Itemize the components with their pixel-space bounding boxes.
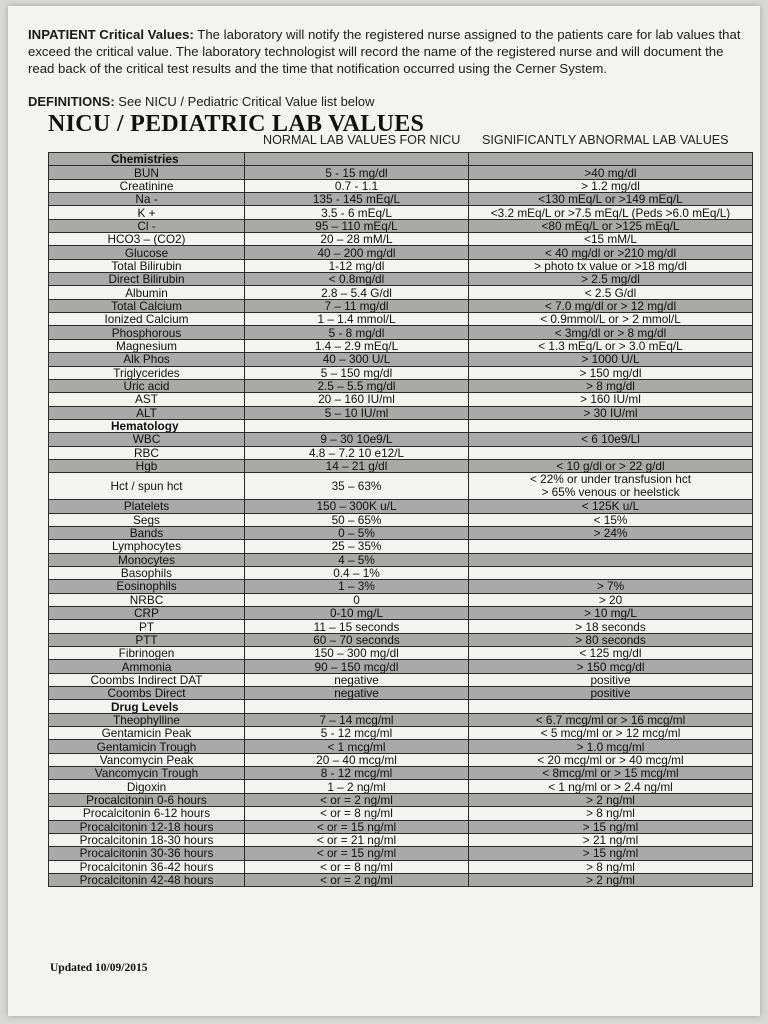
normal-value: 5 - 8 mg/dl — [245, 326, 469, 339]
lab-values-body — [49, 153, 753, 887]
normal-value: 1 – 2 ng/ml — [245, 780, 469, 793]
abnormal-value — [469, 473, 753, 500]
test-name: Vancomycin Peak — [49, 753, 245, 766]
test-name: Segs — [49, 513, 245, 526]
abnormal-value: < 40 mg/dl or >210 mg/dl — [469, 246, 753, 259]
test-name: Fibrinogen — [49, 647, 245, 660]
table-row — [49, 339, 753, 352]
test-name: Theophylline — [49, 713, 245, 726]
table-row — [49, 259, 753, 272]
table-row — [49, 326, 753, 339]
test-name: Procalcitonin 18-30 hours — [49, 833, 245, 846]
test-name: Coombs Indirect DAT — [49, 673, 245, 686]
abnormal-value: positive — [469, 687, 753, 700]
normal-value: < or = 15 ng/ml — [245, 820, 469, 833]
normal-value — [245, 153, 469, 166]
test-name: K + — [49, 206, 245, 219]
normal-value: 40 – 300 U/L — [245, 353, 469, 366]
test-name: Procalcitonin 6-12 hours — [49, 807, 245, 820]
table-row — [49, 473, 753, 500]
section-header-row — [49, 700, 753, 713]
test-name: Procalcitonin 30-36 hours — [49, 847, 245, 860]
table-row — [49, 459, 753, 472]
abnormal-value: > 24% — [469, 526, 753, 539]
abnormal-value: > 8 ng/ml — [469, 860, 753, 873]
normal-value: 25 – 35% — [245, 540, 469, 553]
test-name: Vancomycin Trough — [49, 767, 245, 780]
section-name: Drug Levels — [49, 700, 245, 713]
test-name: Cl - — [49, 219, 245, 232]
test-name: Eosinophils — [49, 580, 245, 593]
test-name: BUN — [49, 166, 245, 179]
table-row — [49, 219, 753, 232]
table-row — [49, 713, 753, 726]
normal-value: 14 – 21 g/dl — [245, 459, 469, 472]
table-row — [49, 727, 753, 740]
normal-value: < or = 8 ng/ml — [245, 807, 469, 820]
abnormal-value — [469, 446, 753, 459]
normal-value: < or = 2 ng/ml — [245, 873, 469, 886]
test-name: Total Bilirubin — [49, 259, 245, 272]
test-name: Procalcitonin 12-18 hours — [49, 820, 245, 833]
normal-value: 1 – 1.4 mmol/L — [245, 313, 469, 326]
abnormal-value: < 2.5 G/dl — [469, 286, 753, 299]
table-row — [49, 633, 753, 646]
test-name: Albumin — [49, 286, 245, 299]
abnormal-value: < 8mcg/ml or > 15 mcg/ml — [469, 767, 753, 780]
normal-value: 60 – 70 seconds — [245, 633, 469, 646]
table-row — [49, 299, 753, 312]
normal-value: < or = 2 ng/ml — [245, 793, 469, 806]
normal-value: 4.8 – 7.2 10 e12/L — [245, 446, 469, 459]
abnormal-value: > 8 ng/ml — [469, 807, 753, 820]
normal-value: 5 - 12 mcg/ml — [245, 727, 469, 740]
test-name: Basophils — [49, 566, 245, 579]
test-name: Lymphocytes — [49, 540, 245, 553]
table-row — [49, 379, 753, 392]
test-name: Coombs Direct — [49, 687, 245, 700]
abnormal-value: positive — [469, 673, 753, 686]
table-row — [49, 740, 753, 753]
normal-value: < or = 8 ng/ml — [245, 860, 469, 873]
test-name: Gentamicin Trough — [49, 740, 245, 753]
abnormal-value: > 30 IU/ml — [469, 406, 753, 419]
normal-value: 150 – 300 mg/dl — [245, 647, 469, 660]
table-row — [49, 433, 753, 446]
normal-value: 20 – 160 IU/ml — [245, 393, 469, 406]
test-name: Hct / spun hct — [49, 473, 245, 500]
section-name: Chemistries — [49, 153, 245, 166]
table-row — [49, 647, 753, 660]
table-row — [49, 246, 753, 259]
normal-value: < or = 15 ng/ml — [245, 847, 469, 860]
table-row — [49, 500, 753, 513]
normal-value: < 1 mcg/ml — [245, 740, 469, 753]
table-row — [49, 687, 753, 700]
normal-value — [245, 700, 469, 713]
abnormal-value: > 1.0 mcg/ml — [469, 740, 753, 753]
test-name: Monocytes — [49, 553, 245, 566]
test-name: Uric acid — [49, 379, 245, 392]
table-row — [49, 193, 753, 206]
table-row — [49, 847, 753, 860]
table-row — [49, 607, 753, 620]
abnormal-value: < 20 mcg/ml or > 40 mcg/ml — [469, 753, 753, 766]
abnormal-value — [469, 540, 753, 553]
abnormal-value: > 7% — [469, 580, 753, 593]
abnormal-value: < 1 ng/ml or > 2.4 ng/ml — [469, 780, 753, 793]
normal-value: 4 – 5% — [245, 553, 469, 566]
table-row — [49, 673, 753, 686]
test-name: PTT — [49, 633, 245, 646]
section-name: Hematology — [49, 419, 245, 432]
normal-value: 0.7 - 1.1 — [245, 179, 469, 192]
test-name: Magnesium — [49, 339, 245, 352]
table-row — [49, 660, 753, 673]
abnormal-value: > photo tx value or >18 mg/dl — [469, 259, 753, 272]
table-row — [49, 540, 753, 553]
normal-value: 7 – 11 mg/dl — [245, 299, 469, 312]
section-header-row — [49, 153, 753, 166]
abnormal-value: <3.2 mEq/L or >7.5 mEq/L (Peds >6.0 mEq/L) — [469, 206, 753, 219]
table-row — [49, 566, 753, 579]
abnormal-value: < 1.3 mEq/L or > 3.0 mEq/L — [469, 339, 753, 352]
normal-value: 7 – 14 mcg/ml — [245, 713, 469, 726]
table-row — [49, 860, 753, 873]
table-row — [49, 179, 753, 192]
test-name: WBC — [49, 433, 245, 446]
abnormal-value: > 80 seconds — [469, 633, 753, 646]
test-name: Ammonia — [49, 660, 245, 673]
normal-value: 20 – 40 mcg/ml — [245, 753, 469, 766]
normal-value: 9 – 30 10e9/L — [245, 433, 469, 446]
definitions-line — [28, 94, 748, 109]
intro-text: The laboratory will notify the registered nurse assigned to the patients care for lab values that exceed the critical value. The laboratory technologist will record the name of the registered nurse and will document the read back of the critical test results and the time that notification occurred using the Cerner System. — [28, 27, 741, 76]
abnormal-value: < 3mg/dl or > 8 mg/dl — [469, 326, 753, 339]
normal-value: negative — [245, 673, 469, 686]
table-row — [49, 513, 753, 526]
abnormal-value: < 7.0 mg/dl or > 12 mg/dl — [469, 299, 753, 312]
table-row — [49, 820, 753, 833]
abnormal-value — [469, 553, 753, 566]
abnormal-value: <80 mEq/L or >125 mEq/L — [469, 219, 753, 232]
normal-value: 3.5 - 6 mEq/L — [245, 206, 469, 219]
test-name: NRBC — [49, 593, 245, 606]
normal-value: 8 - 12 mcg/ml — [245, 767, 469, 780]
abnormal-value: > 1000 U/L — [469, 353, 753, 366]
test-name: AST — [49, 393, 245, 406]
table-row — [49, 353, 753, 366]
normal-value: 2.8 – 5.4 G/dl — [245, 286, 469, 299]
table-row — [49, 833, 753, 846]
table-row — [49, 753, 753, 766]
test-name: Alk Phos — [49, 353, 245, 366]
table-row — [49, 366, 753, 379]
abnormal-value: < 5 mcg/ml or > 12 mcg/ml — [469, 727, 753, 740]
abnormal-value: >40 mg/dl — [469, 166, 753, 179]
abnormal-value — [469, 566, 753, 579]
abnormal-value: > 2.5 mg/dl — [469, 273, 753, 286]
table-row — [49, 166, 753, 179]
table-row — [49, 233, 753, 246]
table-row — [49, 273, 753, 286]
test-name: Hgb — [49, 459, 245, 472]
abnormal-value: <15 mM/L — [469, 233, 753, 246]
test-name: Phosphorous — [49, 326, 245, 339]
normal-value: 40 – 200 mg/dl — [245, 246, 469, 259]
normal-value: 0.4 – 1% — [245, 566, 469, 579]
test-name: Total Calcium — [49, 299, 245, 312]
intro-label: INPATIENT Critical Values: — [28, 27, 194, 42]
test-name: Bands — [49, 526, 245, 539]
normal-value: 5 – 10 IU/ml — [245, 406, 469, 419]
definitions-text: See NICU / Pediatric Critical Value list below — [118, 94, 375, 109]
test-name: PT — [49, 620, 245, 633]
normal-value: 1 – 3% — [245, 580, 469, 593]
abnormal-value: > 15 ng/ml — [469, 847, 753, 860]
test-name: Na - — [49, 193, 245, 206]
normal-value: negative — [245, 687, 469, 700]
intro-paragraph — [28, 26, 748, 77]
normal-value: 135 - 145 mEq/L — [245, 193, 469, 206]
test-name: RBC — [49, 446, 245, 459]
abnormal-value: < 6 10e9/Ll — [469, 433, 753, 446]
normal-value: 11 – 15 seconds — [245, 620, 469, 633]
table-row — [49, 780, 753, 793]
abnormal-value: < 125 mg/dl — [469, 647, 753, 660]
test-name: Platelets — [49, 500, 245, 513]
test-name: HCO3 – (CO2) — [49, 233, 245, 246]
table-row — [49, 793, 753, 806]
normal-value: 1.4 – 2.9 mEq/L — [245, 339, 469, 352]
normal-value: 50 – 65% — [245, 513, 469, 526]
normal-value: 150 – 300K u/L — [245, 500, 469, 513]
abnormal-value: < 10 g/dl or > 22 g/dl — [469, 459, 753, 472]
abnormal-value — [469, 419, 753, 432]
abnormal-value: < 15% — [469, 513, 753, 526]
column-header-normal: NORMAL LAB VALUES FOR NICU — [263, 133, 461, 147]
normal-value: 90 – 150 mcg/dl — [245, 660, 469, 673]
test-name: Procalcitonin 36-42 hours — [49, 860, 245, 873]
table-row — [49, 313, 753, 326]
test-name: Gentamicin Peak — [49, 727, 245, 740]
abnormal-value — [469, 700, 753, 713]
test-name: Direct Bilirubin — [49, 273, 245, 286]
updated-date: Updated 10/09/2015 — [50, 962, 148, 974]
abnormal-value-line: < 22% or under transfusion hct — [530, 472, 691, 487]
test-name: Digoxin — [49, 780, 245, 793]
document-page — [8, 6, 760, 1016]
table-row — [49, 526, 753, 539]
table-row — [49, 593, 753, 606]
abnormal-value — [469, 153, 753, 166]
normal-value: 35 – 63% — [245, 473, 469, 500]
normal-value: 0 — [245, 593, 469, 606]
abnormal-value: > 21 ng/ml — [469, 833, 753, 846]
abnormal-value: > 18 seconds — [469, 620, 753, 633]
abnormal-value: > 10 mg/L — [469, 607, 753, 620]
column-header-abnormal: SIGNIFICANTLY ABNORMAL LAB VALUES — [482, 133, 729, 147]
normal-value: < 0.8mg/dl — [245, 273, 469, 286]
table-row — [49, 446, 753, 459]
normal-value: < or = 21 ng/ml — [245, 833, 469, 846]
normal-value: 95 – 110 mEq/L — [245, 219, 469, 232]
abnormal-value: > 1.2 mg/dl — [469, 179, 753, 192]
lab-values-table — [48, 152, 753, 887]
table-row — [49, 393, 753, 406]
abnormal-value: > 160 IU/ml — [469, 393, 753, 406]
abnormal-value-line: > 65% venous or heelstick — [541, 485, 680, 500]
table-row — [49, 620, 753, 633]
abnormal-value: < 6.7 mcg/ml or > 16 mcg/ml — [469, 713, 753, 726]
abnormal-value: < 125K u/L — [469, 500, 753, 513]
test-name: Glucose — [49, 246, 245, 259]
table-row — [49, 767, 753, 780]
abnormal-value: > 150 mcg/dl — [469, 660, 753, 673]
test-name: Ionized Calcium — [49, 313, 245, 326]
test-name: Creatinine — [49, 179, 245, 192]
page-title: NICU / PEDIATRIC LAB VALUES — [48, 111, 425, 137]
table-row — [49, 873, 753, 886]
abnormal-value: > 15 ng/ml — [469, 820, 753, 833]
table-row — [49, 580, 753, 593]
abnormal-value: > 2 ng/ml — [469, 793, 753, 806]
normal-value: 5 – 150 mg/dl — [245, 366, 469, 379]
test-name: CRP — [49, 607, 245, 620]
normal-value — [245, 419, 469, 432]
test-name: Procalcitonin 0-6 hours — [49, 793, 245, 806]
test-name: ALT — [49, 406, 245, 419]
abnormal-value: > 2 ng/ml — [469, 873, 753, 886]
table-row — [49, 406, 753, 419]
abnormal-value: > 20 — [469, 593, 753, 606]
table-row — [49, 553, 753, 566]
test-name: Triglycerides — [49, 366, 245, 379]
test-name: Procalcitonin 42-48 hours — [49, 873, 245, 886]
normal-value: 5 - 15 mg/dl — [245, 166, 469, 179]
normal-value: 0 – 5% — [245, 526, 469, 539]
abnormal-value: <130 mEq/L or >149 mEq/L — [469, 193, 753, 206]
table-row — [49, 807, 753, 820]
normal-value: 1-12 mg/dl — [245, 259, 469, 272]
abnormal-value: > 8 mg/dl — [469, 379, 753, 392]
definitions-label: DEFINITIONS: — [28, 94, 115, 109]
normal-value: 20 – 28 mM/L — [245, 233, 469, 246]
normal-value: 0-10 mg/L — [245, 607, 469, 620]
table-row — [49, 206, 753, 219]
abnormal-value: > 150 mg/dl — [469, 366, 753, 379]
table-row — [49, 286, 753, 299]
normal-value: 2.5 – 5.5 mg/dl — [245, 379, 469, 392]
section-header-row — [49, 419, 753, 432]
abnormal-value: < 0.9mmol/L or > 2 mmol/L — [469, 313, 753, 326]
